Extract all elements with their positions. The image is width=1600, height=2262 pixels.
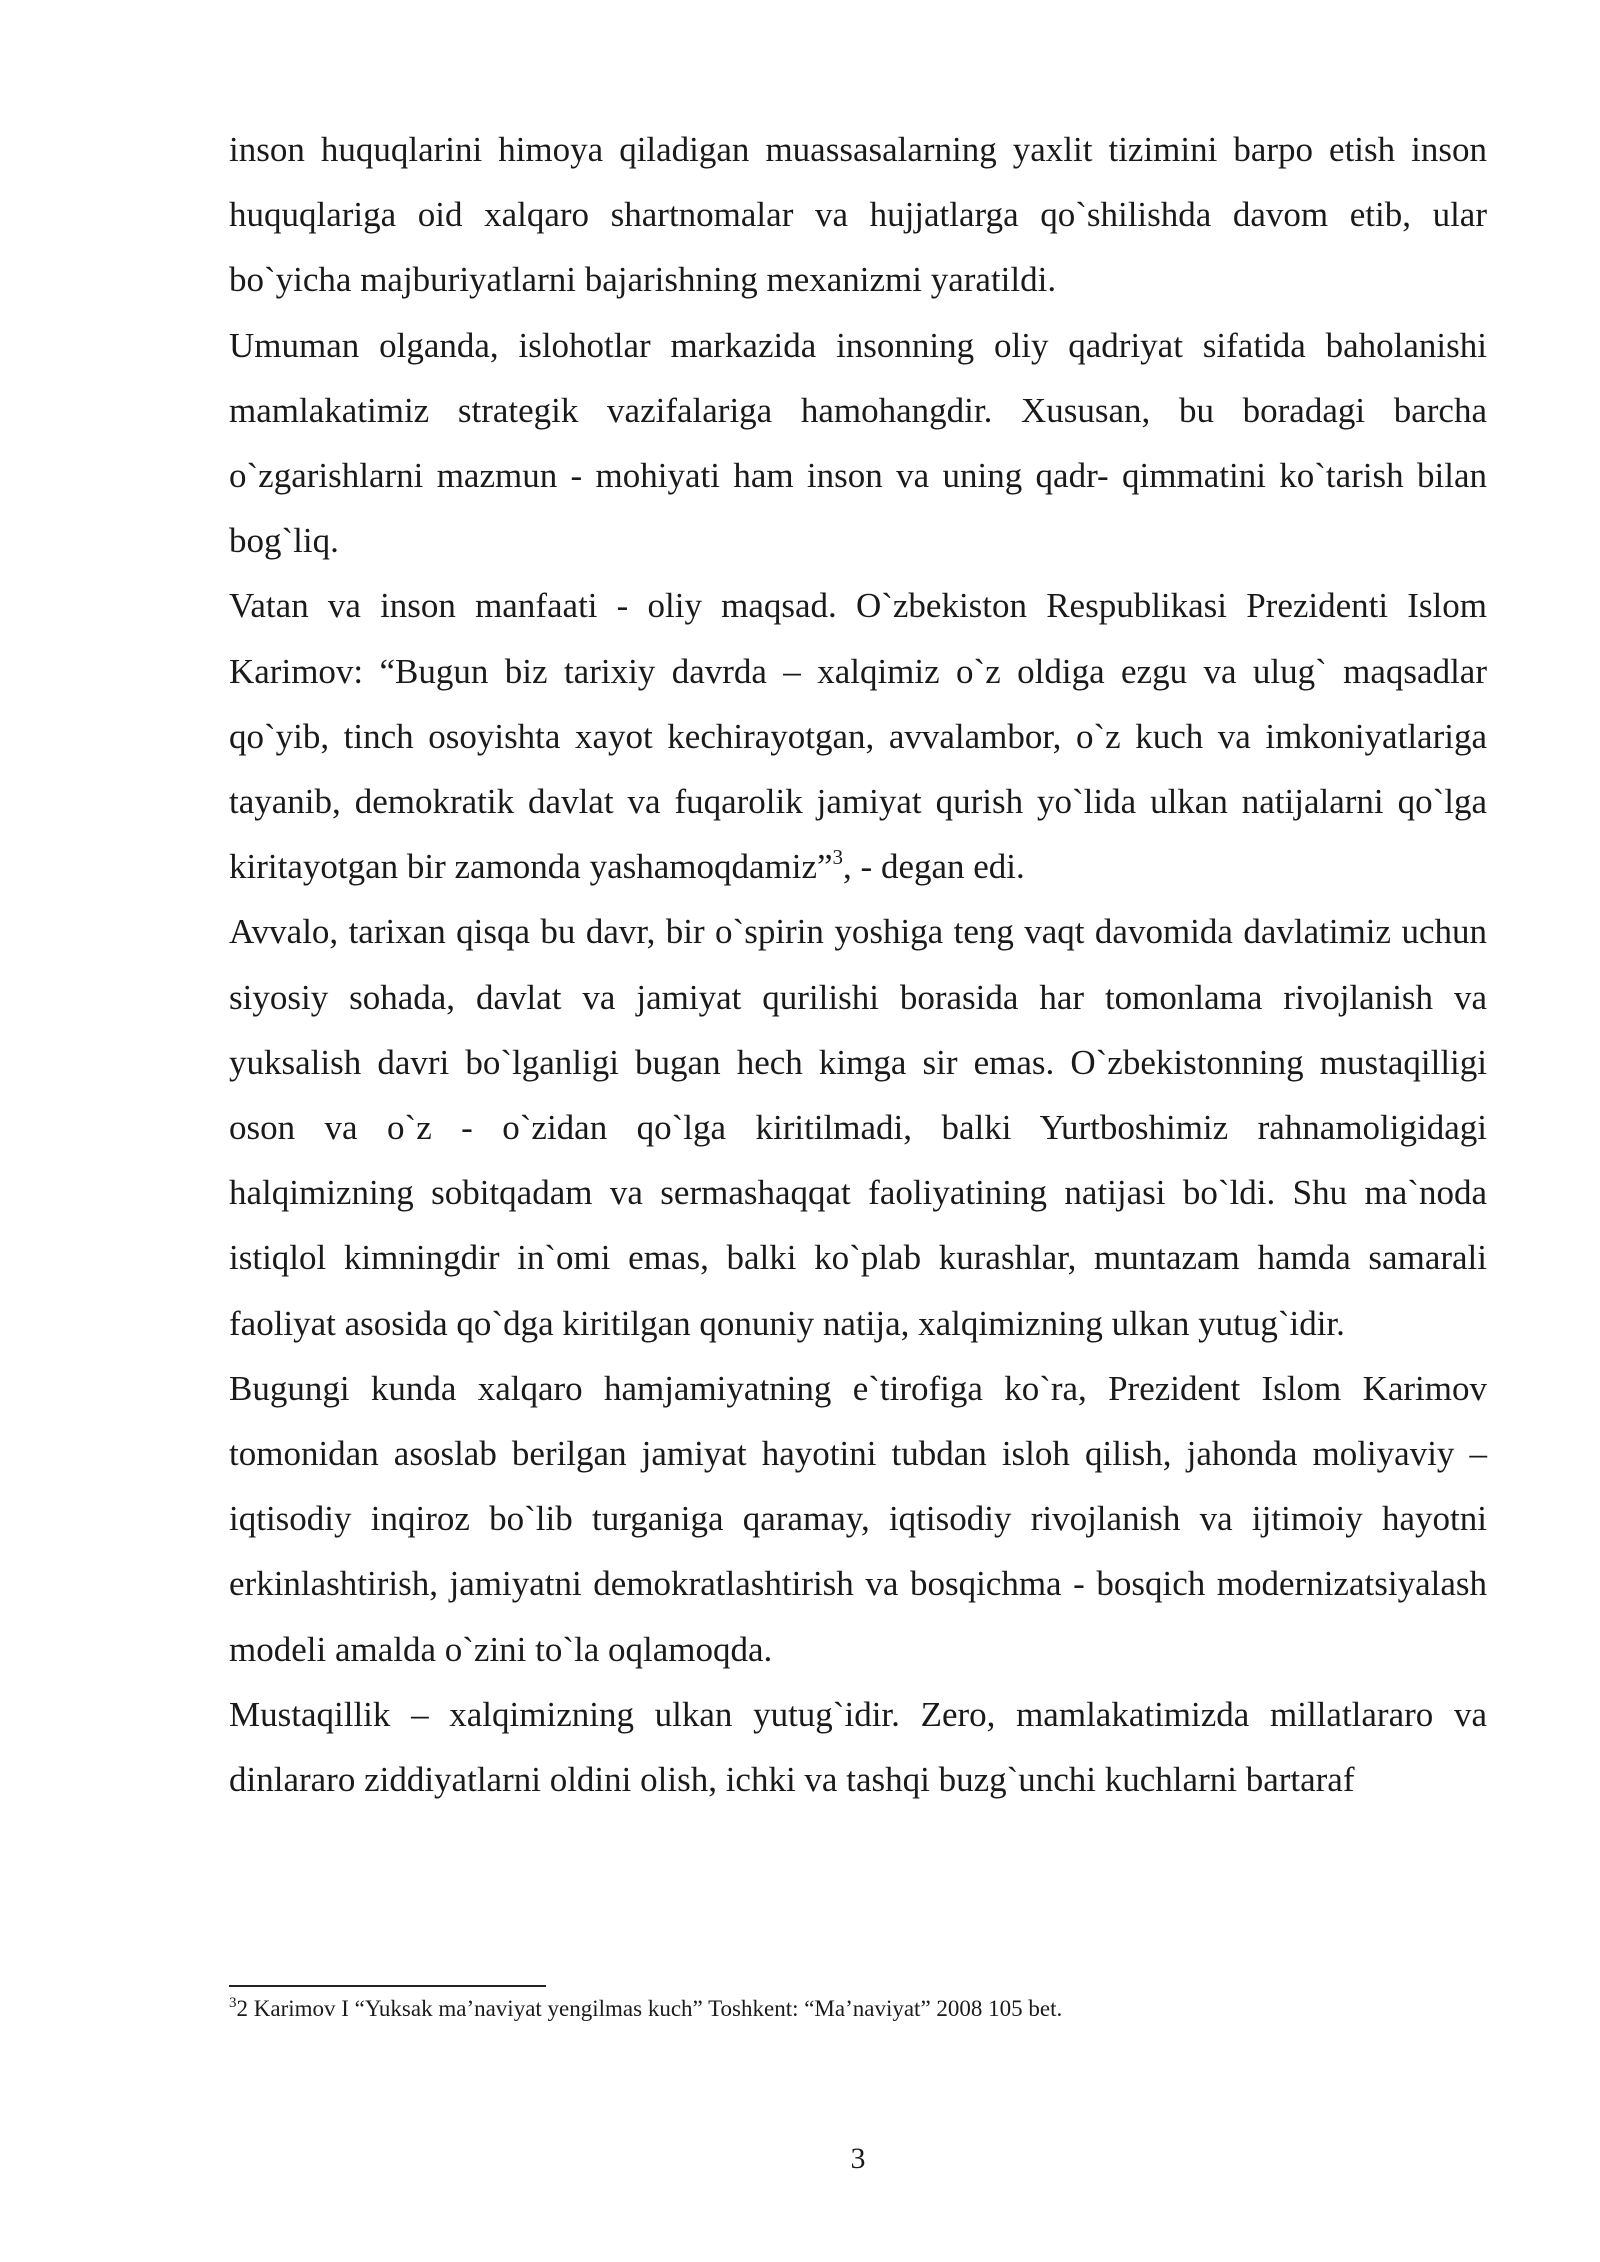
paragraph-2: Umuman olganda, islohotlar markazida insonning oliy qadriyat sifatida baholanishi mamlakatimiz strategik vazifalariga hamohangdir. Xususan, bu boradagi barcha o`zgarishlarni mazmun - mohiyati ham inson va uning qadr- qimmatini ko`tarish bilan bog`liq. <box>229 325 1487 561</box>
footnote-marker: 3 <box>229 1995 237 2011</box>
paragraph-5: Bugungi kunda xalqaro hamjamiyatning e`tirofiga ko`ra, Prezident Islom Karimov tomonidan asoslab berilgan jamiyat hayotini tubdan isloh qilish, jahonda moliyaviy – iqtisodiy inqiroz bo`lib turganiga qaramay, iqtisodiy rivojlanish va ijtimoiy hayotni erkinlashtirish, jamiyatni demokratlashtirish va bosqichma - bosqich modernizatsiyalash modeli amalda o`zini to`la oqlamoqda. <box>229 1368 1487 1669</box>
page-number: 3 <box>850 2142 866 2175</box>
paragraph-1: inson huquqlarini himoya qiladigan muassasalarning yaxlit tizimini barpo etish inson huquqlariga oid xalqaro shartnomalar va hujjatlarga qo`shilishda davom etib, ular bo`yicha majburiyatlarni bajarishning mexanizmi yaratildi. <box>229 130 1487 300</box>
footnote <box>229 1993 1487 2025</box>
paragraph-4: Avvalo, tarixan qisqa bu davr, bir o`spirin yoshiga teng vaqt davomida davlatimiz uchun siyosiy sohada, davlat va jamiyat qurilishi borasida har tomonlama rivojlanish va yuksalish davri bo`lganligi bugan hech kimga sir emas. O`zbekistonning mustaqilligi oson va o`z - o`zidan qo`lga kiritilmadi, balki Yurtboshimiz rahnamoligidagi halqimizning sobitqadam va sermashaqqat faoliyatining natijasi bo`ldi. Shu ma`noda istiqlol kimningdir in`omi emas, balki ko`plab kurashlar, muntazam hamda samarali faoliyat asosida qo`dga kiritilgan qonuniy natija, xalqimizning ulkan yutug`idir. <box>229 912 1487 1343</box>
footnote-separator <box>229 1985 546 1987</box>
footnote-text: 2 Karimov I “Yuksak ma’naviyat yengilmas kuch” Toshkent: “Ma’naviyat” 2008 105 bet. <box>236 1996 1063 2021</box>
body-text <box>229 117 1487 1812</box>
paragraph-3: Vatan va inson manfaati - oliy maqsad. O`zbekiston Respublikasi Prezidenti Islom Karimov: “Bugun biz tarixiy davrda – xalqimiz o`z oldiga ezgu va ulug` maqsadlar qo`yib, tinch osoyishta xayot kechirayotgan, avvalambor, o`z kuch va imkoniyatlariga tayanib, demokratik davlat va fuqarolik jamiyat qurish yo`lida ulkan natijalarni qo`lga kiritayotgan bir zamonda yashamoqdamiz”$^3$, - degan edi. <box>229 586 1487 887</box>
paragraph-6: Mustaqillik – xalqimizning ulkan yutug`idir. Zero, mamlakatimizda millatlararo va dinlararo ziddiyatlarni oldini olish, ichki va tashqi buzg`unchi kuchlarni bartaraf <box>229 1694 1487 1800</box>
footnote-reference[interactable]: 3 <box>832 845 844 870</box>
